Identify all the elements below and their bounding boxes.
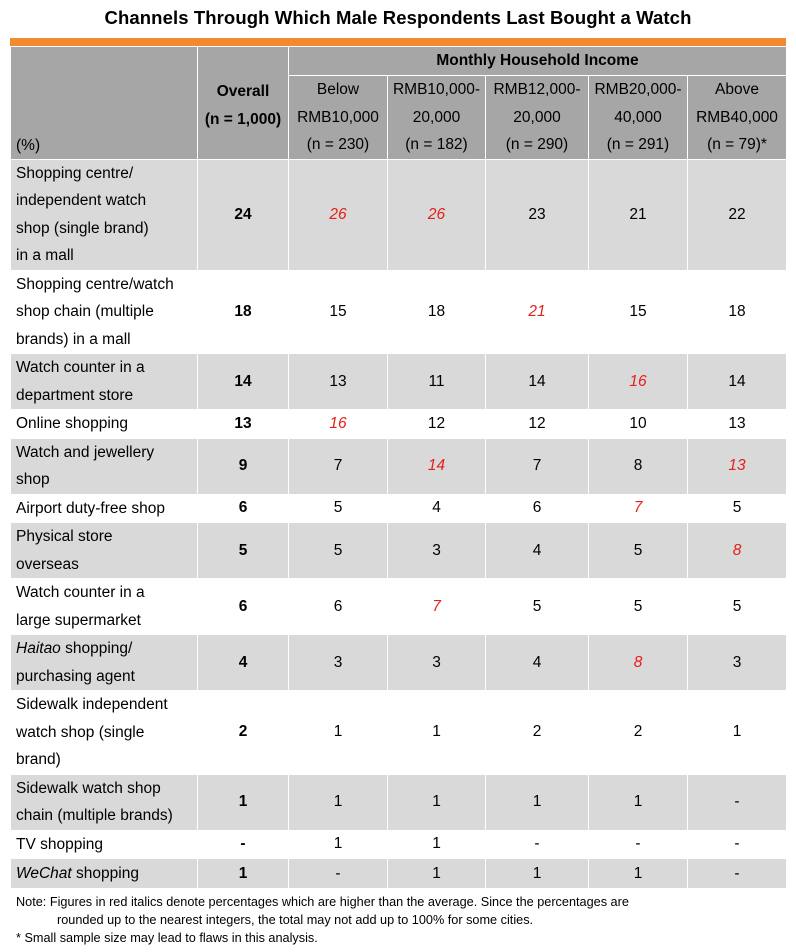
value-cell: 4 — [486, 523, 589, 579]
value-cell: 3 — [289, 635, 388, 691]
value-cell: 1 — [388, 859, 486, 889]
channel-label — [11, 691, 198, 775]
highlighted-value-cell: 8 — [688, 523, 787, 579]
value-cell: 5 — [688, 579, 787, 635]
channel-label-line: Sidewalk independent — [16, 696, 168, 713]
highlighted-value-cell: 26 — [388, 159, 486, 270]
channel-label-line: watch shop (single — [16, 723, 145, 741]
channel-label — [11, 635, 198, 691]
table-row — [11, 859, 787, 889]
value-cell: 1 — [589, 859, 688, 889]
highlighted-value-cell: 7 — [589, 494, 688, 523]
header-unit-cell — [11, 47, 198, 160]
note-line-1: Note: Figures in red italics denote percentages which are higher than the average. Since the percentages are — [16, 895, 629, 909]
income-column-header — [289, 76, 388, 160]
value-cell: 1 — [289, 691, 388, 775]
overall-value: 2 — [198, 691, 289, 775]
channel-label — [11, 830, 198, 859]
value-cell: - — [688, 859, 787, 889]
channel-label-line: Haitao shopping/ — [16, 640, 133, 657]
unit-label: (%) — [16, 136, 41, 154]
channel-label-line: shop chain (multiple — [16, 303, 154, 320]
footnotes — [16, 893, 786, 947]
title-accent-bar — [10, 38, 786, 46]
income-column-header — [688, 76, 787, 160]
overall-value: - — [198, 830, 289, 859]
value-cell: 23 — [486, 159, 589, 270]
value-cell: 1 — [486, 859, 589, 889]
value-cell: 5 — [289, 523, 388, 579]
overall-value: 4 — [198, 635, 289, 691]
channel-label-line: overseas — [16, 555, 79, 573]
value-cell: 8 — [589, 438, 688, 494]
income-column-header-line: RMB12,000- — [493, 81, 581, 98]
income-column-header-line: (n = 230) — [306, 136, 370, 153]
highlighted-value-cell: 26 — [289, 159, 388, 270]
value-cell: 22 — [688, 159, 787, 270]
channel-label-line: Online shopping — [16, 415, 129, 432]
note-line-3: * Small sample size may lead to flaws in this analysis. — [16, 931, 318, 945]
table-title: Channels Through Which Male Respondents Last Bought a Watch — [104, 7, 692, 28]
value-cell: - — [589, 830, 688, 859]
highlighted-value-cell: 7 — [388, 579, 486, 635]
overall-value: 1 — [198, 859, 289, 889]
highlighted-value-cell: 13 — [688, 438, 787, 494]
value-cell: 5 — [589, 579, 688, 635]
note-line-2: rounded up to the nearest integers, the total may not add up to 100% for some cities. — [57, 913, 534, 927]
channel-label-line: Sidewalk watch shop — [16, 779, 161, 797]
value-cell: 12 — [388, 410, 486, 439]
table-row — [11, 830, 787, 859]
value-cell: 14 — [688, 354, 787, 410]
channel-label-line: independent watch — [16, 192, 147, 209]
table-row — [11, 270, 787, 354]
overall-value: 13 — [198, 410, 289, 439]
channel-label-line: brands) in a mall — [16, 330, 131, 348]
value-cell: 5 — [289, 494, 388, 523]
value-cell: 13 — [289, 354, 388, 410]
channel-label — [11, 159, 198, 270]
value-cell: 4 — [486, 635, 589, 691]
value-cell: - — [688, 830, 787, 859]
channel-label — [11, 579, 198, 635]
income-column-header — [486, 76, 589, 160]
value-cell: - — [486, 830, 589, 859]
channel-label — [11, 523, 198, 579]
highlighted-value-cell: 8 — [589, 635, 688, 691]
channel-label-line: WeChat shopping — [16, 864, 139, 882]
income-column-header-line: (n = 290) — [505, 136, 569, 153]
income-column-header-line: RMB40,000 — [696, 108, 778, 126]
overall-heading: Overall — [216, 83, 270, 100]
income-column-header-line: 20,000 — [513, 108, 561, 126]
channel-label — [11, 859, 198, 889]
channel-label-line: Watch and jewellery — [16, 443, 155, 461]
value-cell: 1 — [486, 774, 589, 830]
channel-label — [11, 494, 198, 523]
value-cell: 7 — [486, 438, 589, 494]
income-column-header-line: RMB10,000- — [392, 81, 480, 98]
value-cell: 12 — [486, 410, 589, 439]
channel-label-line: Watch counter in a — [16, 584, 145, 601]
channel-label-line: large supermarket — [16, 611, 141, 629]
value-cell: 1 — [589, 774, 688, 830]
income-column-header-line: (n = 182) — [405, 136, 468, 153]
income-column-header — [589, 76, 688, 160]
value-cell: 1 — [289, 774, 388, 830]
value-cell: 7 — [289, 438, 388, 494]
value-cell: 3 — [688, 635, 787, 691]
value-cell: 6 — [289, 579, 388, 635]
channel-label-line: Shopping centre/ — [16, 164, 134, 182]
income-column-header-line: (n = 79)* — [707, 136, 767, 153]
value-cell: 5 — [486, 579, 589, 635]
value-cell: 18 — [688, 270, 787, 354]
overall-value: 9 — [198, 438, 289, 494]
channel-label-line: Airport duty-free shop — [16, 499, 166, 517]
table-row — [11, 774, 787, 830]
income-group-heading: Monthly Household Income — [289, 47, 787, 76]
header-overall-cell — [198, 47, 289, 160]
channel-label — [11, 438, 198, 494]
value-cell: 1 — [388, 691, 486, 775]
overall-value: 24 — [198, 159, 289, 270]
income-column-header-line: (n = 291) — [606, 136, 670, 153]
value-cell: 15 — [289, 270, 388, 354]
highlighted-value-cell: 16 — [289, 410, 388, 439]
table-row — [11, 354, 787, 410]
overall-value: 1 — [198, 774, 289, 830]
table-row — [11, 159, 787, 270]
table-row — [11, 410, 787, 439]
channel-label — [11, 270, 198, 354]
channel-label-line: brand) — [16, 751, 61, 768]
table-row — [11, 691, 787, 775]
data-table — [10, 46, 787, 889]
channel-label-line: shop (single brand) — [16, 219, 149, 237]
value-cell: 2 — [486, 691, 589, 775]
value-cell: 18 — [388, 270, 486, 354]
channel-label — [11, 354, 198, 410]
value-cell: 3 — [388, 523, 486, 579]
overall-sample-size: (n = 1,000) — [204, 111, 282, 128]
channel-label-line: Watch counter in a — [16, 359, 145, 376]
value-cell: 5 — [589, 523, 688, 579]
value-cell: 5 — [688, 494, 787, 523]
income-column-header-line: Below — [316, 81, 360, 98]
highlighted-value-cell: 21 — [486, 270, 589, 354]
overall-value: 6 — [198, 494, 289, 523]
channel-label-line: department store — [16, 386, 134, 404]
overall-value: 14 — [198, 354, 289, 410]
value-cell: 6 — [486, 494, 589, 523]
income-column-header-line: Above — [715, 81, 759, 98]
channel-label-line: in a mall — [16, 247, 74, 264]
overall-value: 5 — [198, 523, 289, 579]
value-cell: 4 — [388, 494, 486, 523]
channel-label-line: chain (multiple brands) — [16, 807, 173, 824]
value-cell: 3 — [388, 635, 486, 691]
value-cell: 1 — [388, 830, 486, 859]
table-row — [11, 579, 787, 635]
value-cell: 1 — [688, 691, 787, 775]
value-cell: 1 — [388, 774, 486, 830]
value-cell: - — [688, 774, 787, 830]
value-cell: - — [289, 859, 388, 889]
value-cell: 15 — [589, 270, 688, 354]
value-cell: 2 — [589, 691, 688, 775]
value-cell: 11 — [388, 354, 486, 410]
channel-label-line: Physical store — [16, 528, 113, 545]
table-row — [11, 523, 787, 579]
table-row — [11, 438, 787, 494]
highlighted-value-cell: 16 — [589, 354, 688, 410]
overall-value: 18 — [198, 270, 289, 354]
channel-label-line: shop — [16, 471, 50, 488]
value-cell: 14 — [486, 354, 589, 410]
channel-label-line: purchasing agent — [16, 667, 135, 685]
channel-label-line: TV shopping — [16, 835, 104, 853]
channel-label — [11, 410, 198, 439]
value-cell: 10 — [589, 410, 688, 439]
channel-label-line: Shopping centre/watch — [16, 275, 174, 293]
channel-label — [11, 774, 198, 830]
income-column-header-line: 40,000 — [614, 108, 662, 126]
table-row — [11, 635, 787, 691]
value-cell: 13 — [688, 410, 787, 439]
income-column-header-line: 20,000 — [412, 108, 461, 126]
income-column-header-line: RMB10,000 — [297, 108, 379, 126]
value-cell: 1 — [289, 830, 388, 859]
income-column-header — [388, 76, 486, 160]
table-row — [11, 494, 787, 523]
value-cell: 21 — [589, 159, 688, 270]
income-column-header-line: RMB20,000- — [594, 81, 682, 98]
overall-value: 6 — [198, 579, 289, 635]
highlighted-value-cell: 14 — [388, 438, 486, 494]
